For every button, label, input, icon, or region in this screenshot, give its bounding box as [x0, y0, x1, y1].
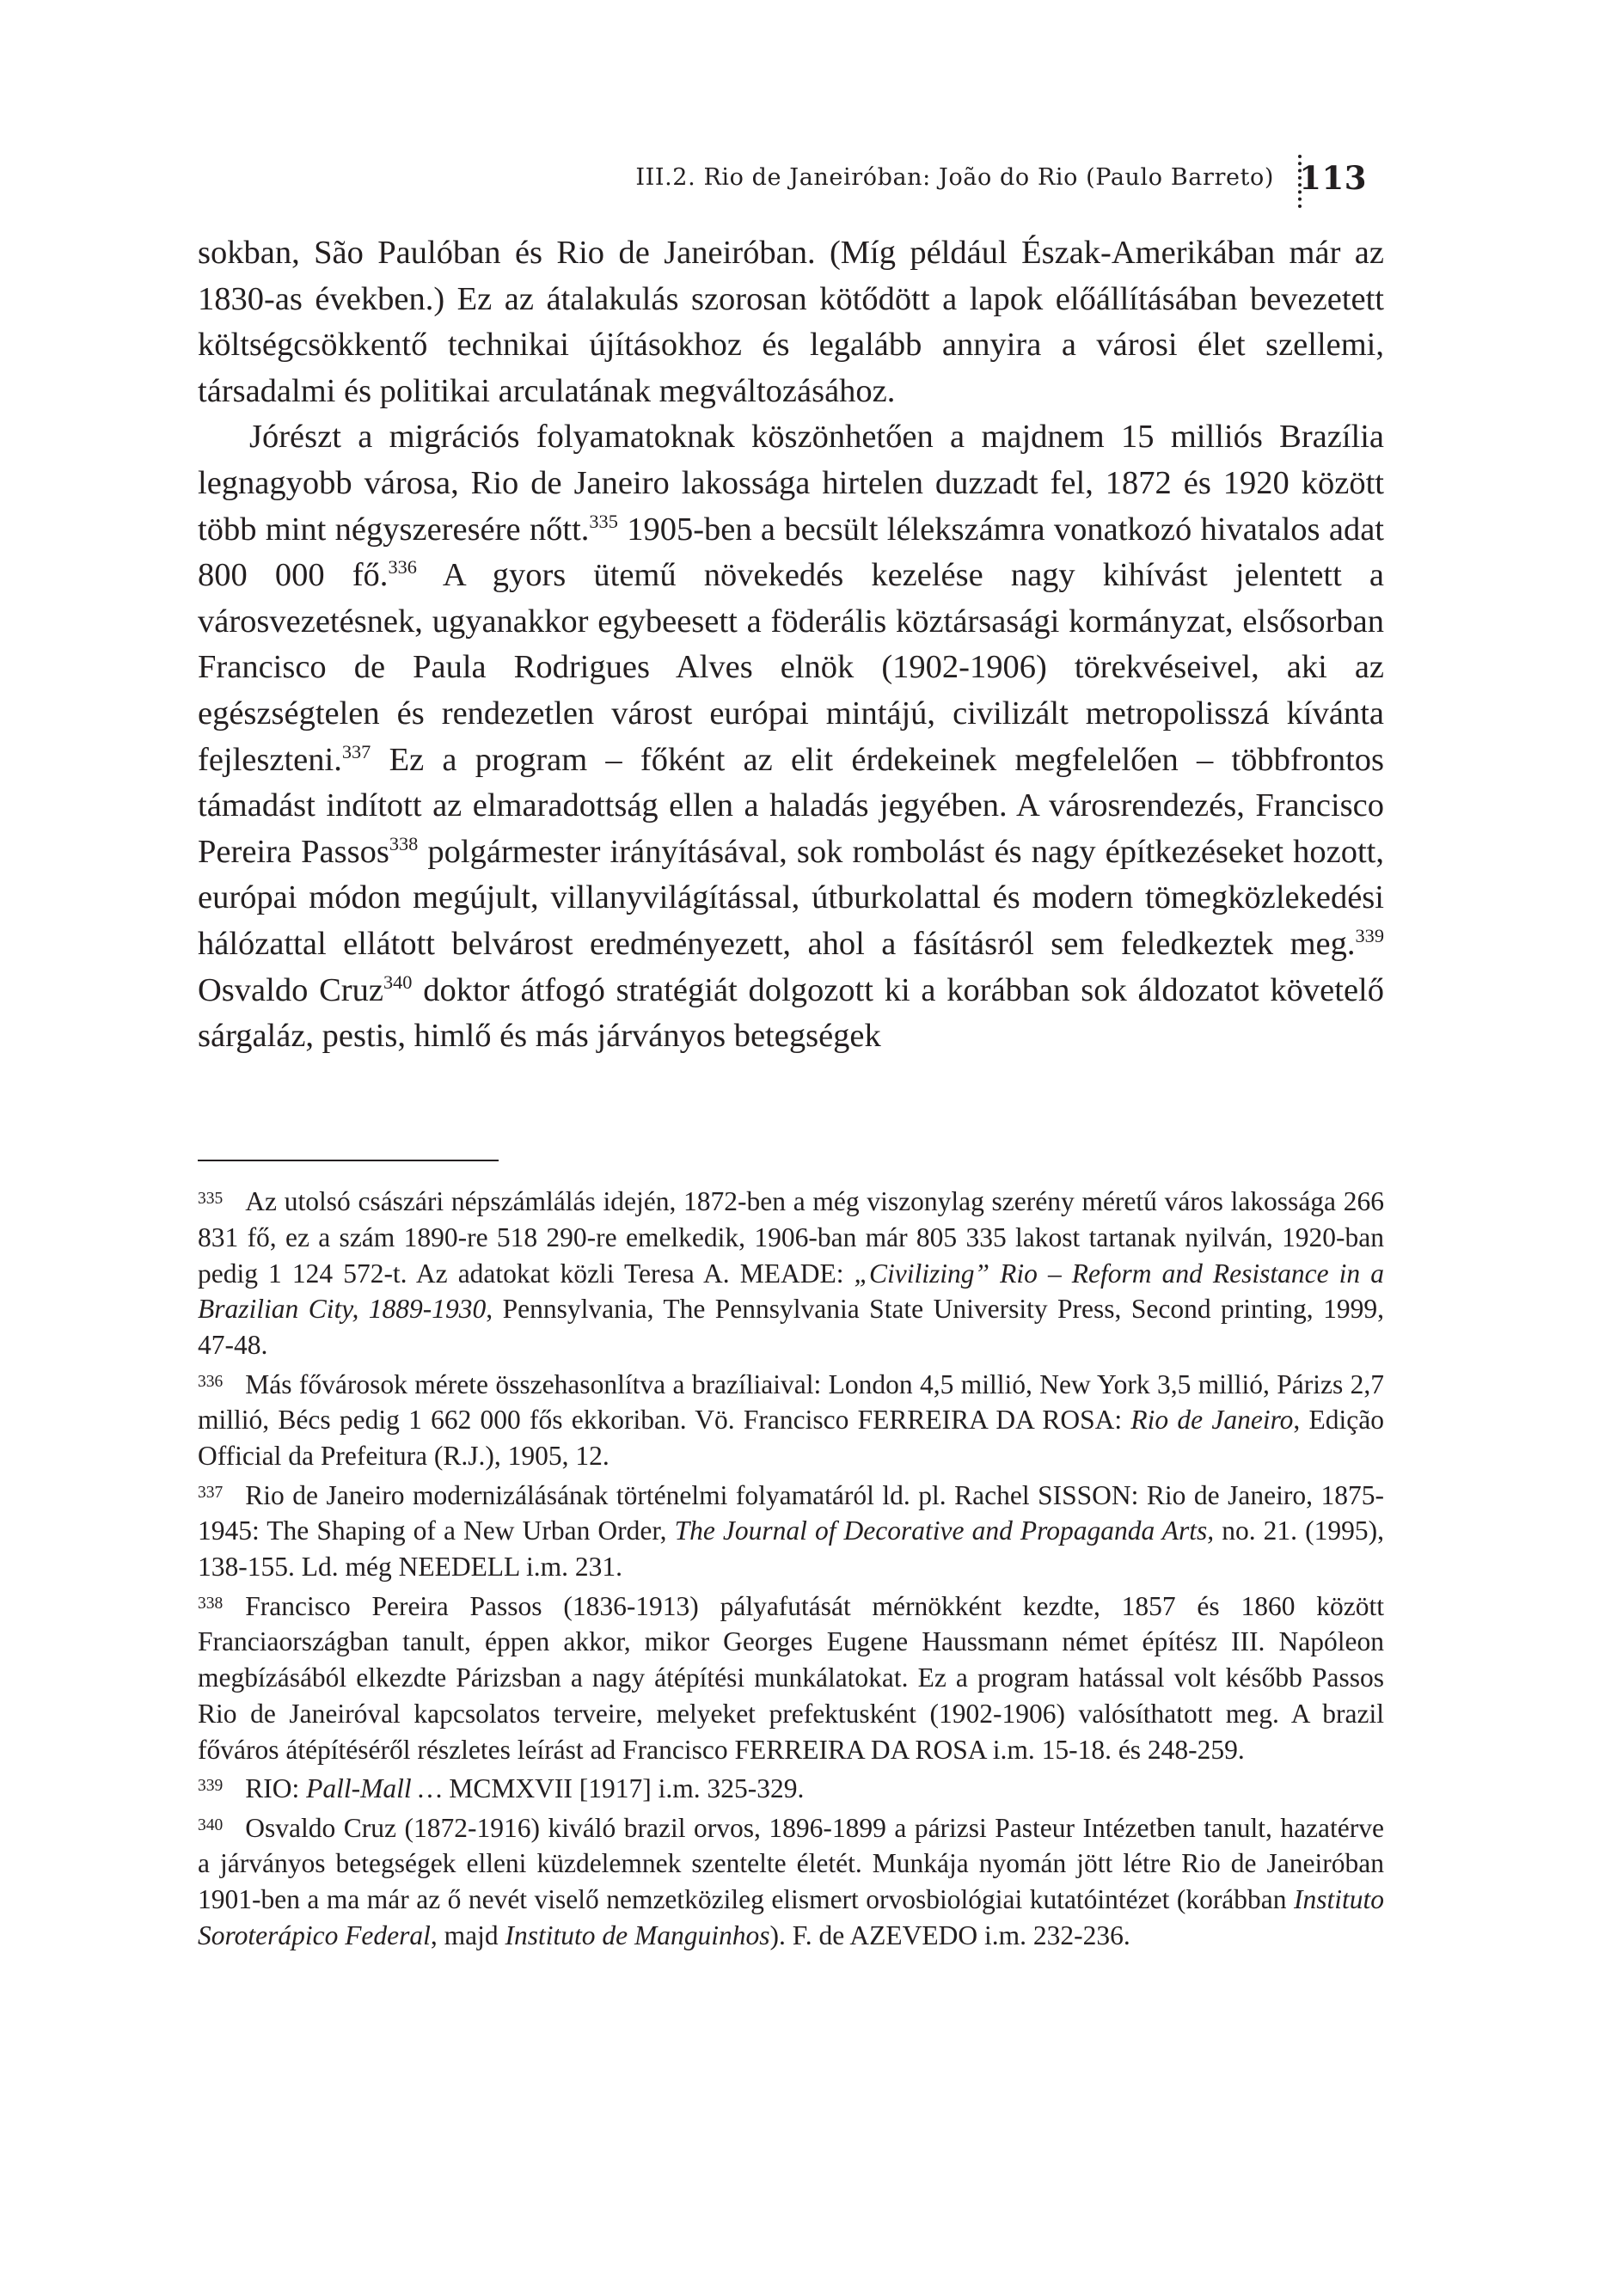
footnote-text: , majd — [430, 1919, 505, 1950]
p2-sentence-7: doktor átfogó stratégiát dolgozott ki a korábban sok áldozatot követelő sárgaláz, pestis, himlő és más járványos betegségek — [198, 971, 1384, 1055]
footnote-number: 335 — [198, 1190, 224, 1209]
p2-sentence-1: Jórészt a migrációs folyamatoknak köszönhetően a majdnem 15 milliós Brazília legnagyobb városa, Rio de Janeiro lakossága hirtelen duzzadt fel, 1872 és 1920 között több mint négyszeresére nőtt. — [198, 419, 1384, 548]
footnote-ref-337[interactable]: 337 — [341, 740, 371, 762]
running-title: III.2. Rio de Janeiróban: João do Rio (Paulo Barreto) — [635, 164, 1274, 191]
footnote-number: 338 — [198, 1594, 224, 1613]
p2-sentence-4: Ez a program – főként az elit érdekeinek megfelelően – többfrontos támadást indított az elmaradottság ellen a haladás jegyében. A városrendezés, Francisco Pereira Passos — [198, 741, 1384, 870]
footnote-number: 339 — [198, 1777, 224, 1796]
footnote-text: MCMXVII [1917] i.m. 325-329. — [442, 1773, 805, 1804]
footnote-338 — [198, 1589, 1384, 1768]
footnote-italic: Instituto de Manguinhos — [505, 1919, 770, 1950]
footnote-ref-336[interactable]: 336 — [388, 556, 417, 579]
footnote-ref-339[interactable]: 339 — [1355, 925, 1384, 947]
footnote-340 — [198, 1810, 1384, 1954]
footnote-number: 340 — [198, 1815, 224, 1834]
running-header — [198, 159, 1367, 211]
page-number: 113 — [1299, 159, 1367, 197]
footnote-text: no. 21. (1995), 138-155. Ld. még NEEDELL i.m. 231. — [198, 1515, 1384, 1583]
p2-sentence-5: polgármester irányításával, sok rombolást és nagy építkezéseket hozott, európai módon megújult, villanyvilágítással, útburkolattal és modern tömegközlekedési hálózattal ellátott belvárost eredményezett, ahol a fásításról sem feledkeztek meg. — [198, 833, 1384, 962]
footnote-text: ). F. de AZEVEDO i.m. 232-236. — [769, 1919, 1130, 1950]
footnote-339 — [198, 1771, 1384, 1807]
footnote-italic: The Journal of Decorative and Propaganda Arts, — [674, 1515, 1215, 1546]
paragraph-1: sokban, São Paulóban és Rio de Janeiróban. (Míg például Észak-Amerikában már az 1830-as években.) Ez az átalakulás szorosan kötődött a lapok előállításában bevezetett költségcsökkentő technikai újításokhoz és legalább annyira a városi élet szellemi, társadalmi és politikai arculatának megváltozásához. — [198, 235, 1384, 409]
footnote-number: 337 — [198, 1483, 224, 1502]
footnote-text: Rio de Janeiro modernizálásának történelmi folyamatáról ld. pl. Rachel SISSON: Rio de Janeiro, 1875-1945: The Shaping of a New Urban Order, — [198, 1479, 1384, 1546]
footnote-italic: Instituto Soroterápico Federal — [198, 1884, 1384, 1950]
footnote-text: Osvaldo Cruz (1872-1916) kiváló brazil orvos, 1896-1899 a párizsi Pasteur Intézetben tanult, hazatérve a járványos betegségek elleni küzdelemnek szentelte életét. Munkája nyomán jött létre Rio de Janeiróban 1901-ben a ma már az ő nevét viselő nemzetközileg elismert orvosbiológiai kutatóintézet (korábban — [198, 1812, 1384, 1915]
footnote-italic: „Civilizing” Rio – Reform and Resistance in a Brazilian City, 1889-1930 — [198, 1258, 1385, 1325]
footnote-separator — [198, 1160, 499, 1161]
footnote-text: RIO: — [245, 1773, 307, 1804]
main-text — [198, 230, 1384, 1060]
footnote-number: 336 — [198, 1372, 224, 1391]
footnote-text: Más fővárosok mérete összehasonlítva a brazíliaival: London 4,5 millió, New York 3,5 millió, Párizs 2,7 millió, Bécs pedig 1 662 000 fős ekkoriban. Vö. Francisco FERREIRA DA ROSA: — [198, 1368, 1384, 1436]
footnote-text: , Edição Official da Prefeitura (R.J.), 1905, 12. — [198, 1405, 1384, 1472]
footnote-italic: Rio de Janeiro — [1130, 1405, 1294, 1436]
footnote-ref-340[interactable]: 340 — [383, 970, 413, 993]
footnote-text: Az utolsó császári népszámlálás idején, 1872-ben a még viszonylag szerény méretű város lakossága 266 831 fő, ez a szám 1890-re 518 290-re emelkedik, 1906-ban már 805 335 lakost tartanak nyilván, 1920-ban pedig 1 124 572-t. Az adatokat közli Teresa A. MEADE: — [198, 1186, 1384, 1289]
p2-sentence-3: A gyors ütemű növekedés kezelése nagy kihívást jelentett a városvezetésnek, ugyanakkor egybeesett a föderális köztársasági kormányzat, elsősorban Francisco de Paula Rodrigues Alves elnök (1902-1906) törekvéseivel, aki az egészségtelen és rendezetlen várost európai mintájú, civilizált metropolisszá kívánta fejleszteni. — [198, 557, 1385, 778]
paragraph-2 — [198, 414, 1384, 1059]
footnote-337 — [198, 1478, 1384, 1585]
footnote-ref-338[interactable]: 338 — [389, 832, 419, 854]
footnote-336 — [198, 1367, 1384, 1474]
p2-sentence-2: 1905-ben a becsült lélekszámra vonatkozó hivatalos adat 800 000 fő. — [198, 511, 1384, 594]
p2-sentence-6: Osvaldo Cruz — [198, 971, 383, 1008]
footnote-text: Francisco Pereira Passos (1836-1913) pályafutását mérnökként kezdte, 1857 és 1860 között Franciaországban tanult, éppen akkor, mikor Georges Eugene Haussmann német építész III. Napóleon megbízásából elkezdte Párizsban a nagy átépítési munkálatokat. Ez a program hatással volt később Passos Rio de Janeiróval kapcsolatos terveire, melyeket prefektusként (1902-1906) valósíthatott meg. A brazil főváros átépítéséről részletes leírást ad Francisco FERREIRA DA ROSA i.m. 15-18. és 248-259. — [198, 1590, 1384, 1765]
footnote-text: , Pennsylvania, The Pennsylvania State University Press, Second printing, 1999, 47-48. — [198, 1294, 1384, 1361]
footnote-ref-335[interactable]: 335 — [589, 510, 618, 532]
footnotes — [198, 1184, 1384, 1956]
footnote-335 — [198, 1184, 1384, 1363]
footnote-italic: Pall-Mall … — [306, 1773, 443, 1804]
